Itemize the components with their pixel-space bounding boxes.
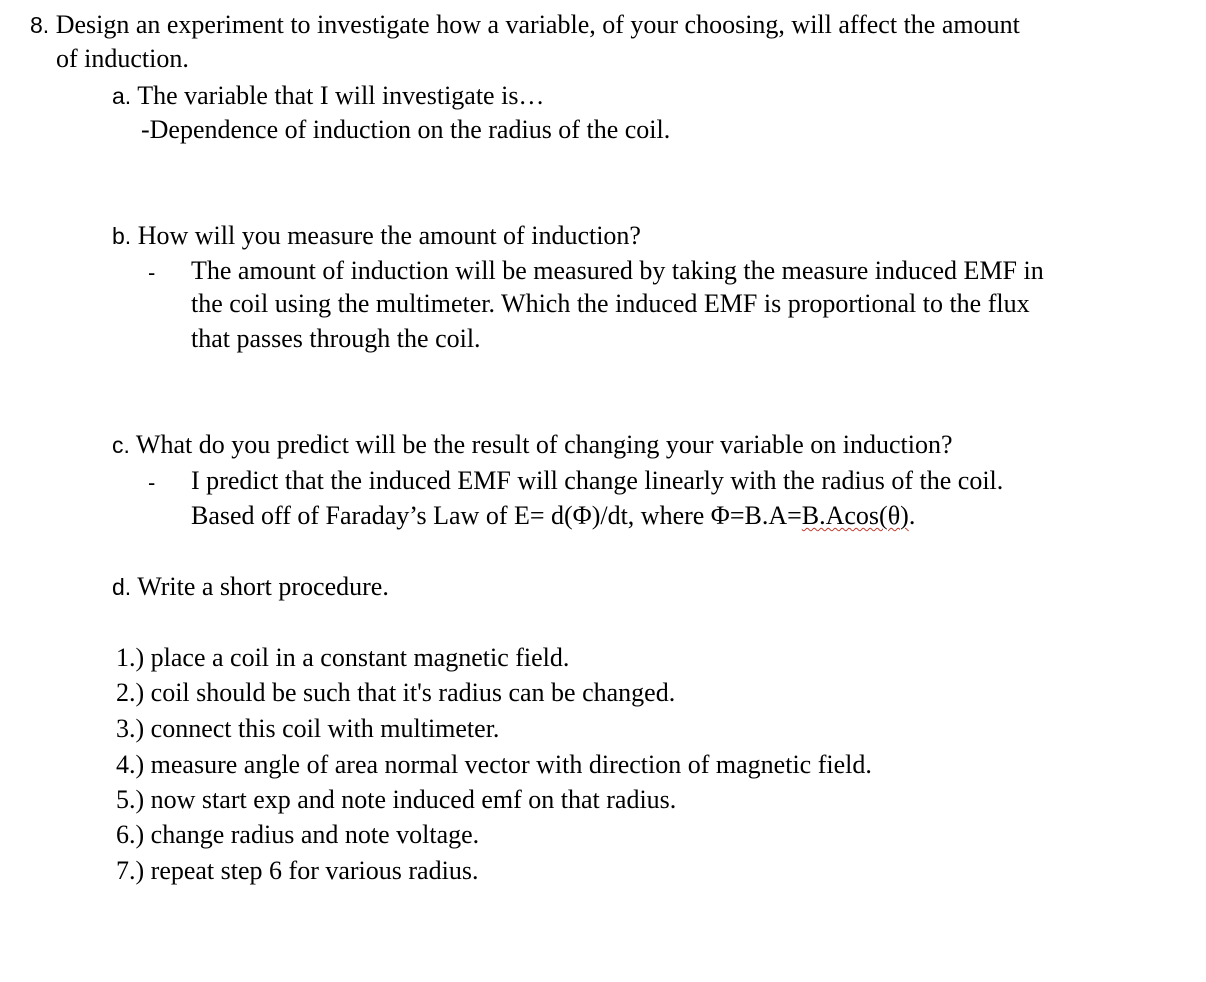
question-8-line2: of induction. <box>56 44 189 73</box>
part-d-question <box>112 574 389 600</box>
procedure-step: 2.) coil should be such that it's radius can be changed. <box>116 678 676 707</box>
part-c-question-text: What do you predict will be the result of changing your variable on induction? <box>135 430 953 459</box>
procedure-step: 3.) connect this coil with multimeter. <box>116 714 500 743</box>
part-c-answer-line1: I predict that the induced EMF will change linearly with the radius of the coil. <box>191 466 1004 495</box>
part-b-answer-line: the coil using the multimeter. Which the induced EMF is proportional to the flux <box>191 289 1030 318</box>
part-d-label: d. <box>112 574 132 600</box>
part-a-label: a. <box>112 83 132 109</box>
part-a-answer: -Dependence of induction on the radius of the coil. <box>141 115 671 144</box>
part-b-answer-line: The amount of induction will be measured by taking the measure induced EMF in <box>191 256 1044 285</box>
procedure-step: 6.) change radius and note voltage. <box>116 820 480 849</box>
part-b-question-text: How will you measure the amount of induction? <box>137 221 641 250</box>
part-d-question-text: Write a short procedure. <box>137 572 389 601</box>
part-c-answer-prefix: Based off of Faraday’s Law of E= d(Φ)/dt, where Φ=B.A= <box>191 501 802 530</box>
part-c-answer-line2 <box>191 503 915 529</box>
part-b-label: b. <box>112 223 132 249</box>
question-text: Design an experiment to investigate how a variable, of your choosing, will affect the amount <box>55 10 1020 39</box>
spellcheck-flagged-text[interactable]: B.Acos(θ) <box>801 501 909 530</box>
part-c-answer-suffix: . <box>908 501 916 530</box>
part-c-bullet: - <box>148 470 156 495</box>
part-b-question <box>112 223 641 249</box>
question-8-line1 <box>30 12 1020 38</box>
part-b-bullet: - <box>148 260 156 285</box>
part-c-label: c. <box>112 432 130 458</box>
procedure-step: 5.) now start exp and note induced emf on that radius. <box>116 785 677 814</box>
part-b-answer-line: that passes through the coil. <box>191 324 481 353</box>
question-number: 8. <box>30 12 50 38</box>
procedure-step: 4.) measure angle of area normal vector with direction of magnetic field. <box>116 750 872 779</box>
part-a-question-text: The variable that I will investigate is… <box>137 81 545 110</box>
procedure-step: 1.) place a coil in a constant magnetic field. <box>116 643 570 672</box>
procedure-step: 7.) repeat step 6 for various radius. <box>116 856 479 885</box>
part-c-question <box>112 432 953 458</box>
part-a-question <box>112 83 544 109</box>
